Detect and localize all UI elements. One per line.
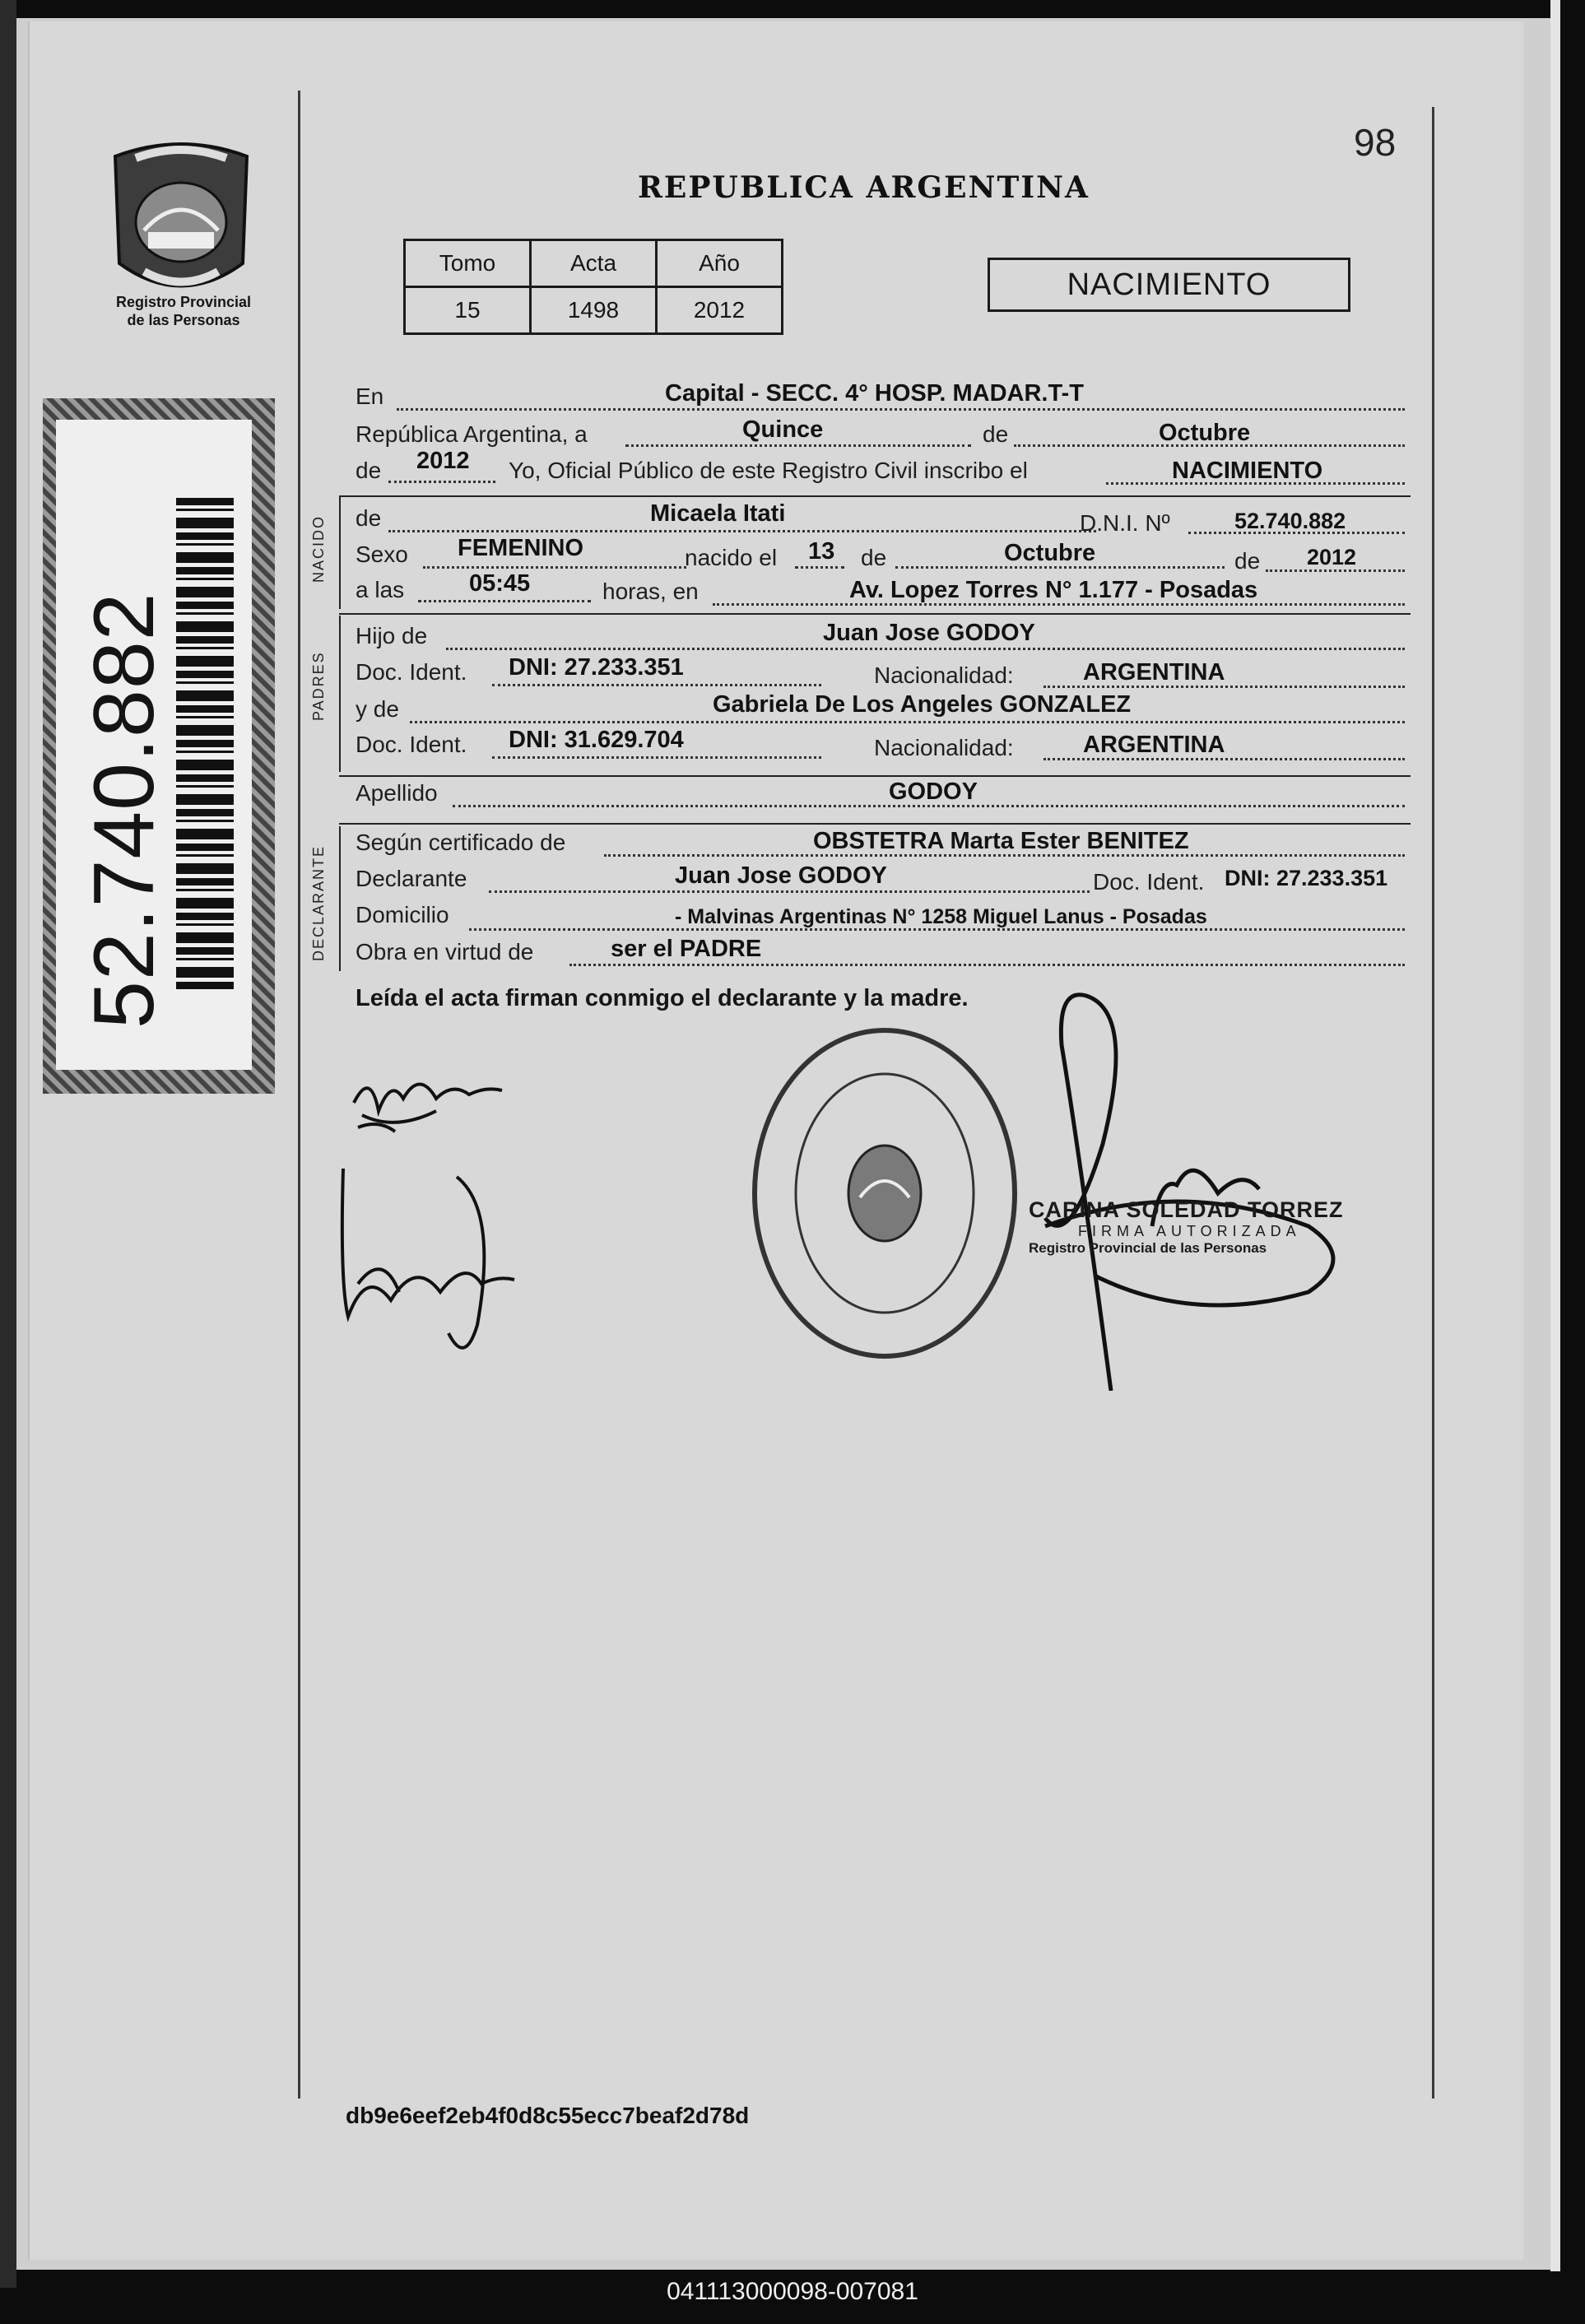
- label-certificado: Según certificado de: [356, 830, 566, 855]
- document-hash: db9e6eef2eb4f0d8c55ecc7beaf2d78d: [346, 2103, 750, 2128]
- value-declarante: Juan Jose GODOY: [675, 862, 887, 889]
- label-de: de: [983, 421, 1009, 447]
- officer-block: [1029, 1197, 1358, 1257]
- label-a-las: a las: [356, 577, 405, 602]
- label-nacionalidad: Nacionalidad:: [874, 735, 1014, 760]
- row-padre-doc: [356, 656, 1409, 689]
- value-madre-nac: ARGENTINA: [1083, 732, 1225, 758]
- value-month: Octubre: [1159, 420, 1251, 446]
- mother-signature-icon: [333, 1160, 531, 1374]
- dotted-line: [446, 648, 1405, 650]
- officer-office: Registro Provincial de las Personas: [1029, 1240, 1267, 1256]
- row-obra: [356, 936, 1409, 969]
- value-tomo: 15: [405, 287, 531, 334]
- label-nacionalidad: Nacionalidad:: [874, 662, 1014, 688]
- section-rule: [339, 613, 1411, 615]
- section-label-padres: PADRES: [310, 651, 327, 721]
- page-number: 98: [1354, 121, 1397, 164]
- value-hora: 05:45: [469, 570, 531, 597]
- row-padre: [356, 620, 1409, 653]
- officer-name: CARINA SOLEDAD TORREZ: [1029, 1197, 1344, 1222]
- label-doc-ident: Doc. Ident.: [356, 659, 467, 685]
- value-sexo: FEMENINO: [458, 535, 584, 561]
- barcode-bars-icon: [176, 498, 234, 992]
- declarant-signature-icon: [346, 1053, 527, 1152]
- value-inscribo: NACIMIENTO: [1172, 458, 1323, 484]
- dotted-line: [418, 600, 591, 602]
- label-nacido-el: nacido el: [685, 545, 778, 570]
- row-en: [356, 380, 1409, 413]
- document-type-box: NACIMIENTO: [988, 258, 1350, 312]
- label-declarante: Declarante: [356, 866, 467, 891]
- officer-signature-icon: [1012, 979, 1350, 1391]
- value-ano: 2012: [657, 287, 783, 334]
- page-title: REPUBLICA ARGENTINA: [638, 170, 1090, 205]
- label-horas-en: horas, en: [602, 579, 699, 604]
- label-sexo: Sexo: [356, 541, 408, 567]
- row-madre: [356, 691, 1409, 724]
- label-doc-ident: Doc. Ident.: [356, 732, 467, 757]
- frame-right-line: [1432, 107, 1434, 2099]
- section-rule: [339, 775, 1411, 777]
- section-rule: [339, 495, 1411, 497]
- section-label-declarante: DECLARANTE: [310, 844, 327, 961]
- frame-left-line: [298, 91, 300, 2099]
- label-en: En: [356, 383, 384, 409]
- row-oficial: [356, 448, 1409, 486]
- value-en: Capital - SECC. 4° HOSP. MADAR.T-T: [665, 380, 1084, 407]
- dotted-line: [569, 964, 1405, 966]
- header-tomo: Tomo: [405, 240, 531, 287]
- row-apellido: [356, 779, 1409, 811]
- nacido-bracket: [339, 495, 341, 609]
- dotted-line: [795, 566, 844, 569]
- value-nombre: Micaela Itati: [650, 500, 786, 527]
- dotted-line: [388, 481, 495, 483]
- label-oficial: Yo, Oficial Público de este Registro Civil inscribo el: [509, 458, 1028, 483]
- officer-title: FIRMA AUTORIZADA: [1078, 1223, 1301, 1239]
- value-domicilio: - Malvinas Argentinas N° 1258 Miguel Lanus - Posadas: [675, 905, 1207, 928]
- barcode-label: [56, 420, 252, 1070]
- scan-left-strip: [0, 0, 16, 2288]
- issuer-name: [97, 293, 270, 329]
- label-y-de: y de: [356, 696, 399, 722]
- label-de: de: [1234, 548, 1261, 574]
- row-domicilio: [356, 900, 1409, 933]
- value-mes: Octubre: [1004, 540, 1096, 566]
- header-acta: Acta: [531, 240, 657, 287]
- label-dni: D.N.I. Nº: [1080, 510, 1170, 536]
- issuer-name-line1: Registro Provincial: [115, 294, 252, 310]
- dotted-line: [489, 890, 1090, 893]
- row-fecha-inscripcion: [356, 416, 1409, 449]
- value-padre-doc: DNI: 27.233.351: [509, 654, 684, 681]
- footer-code: 041113000098-007081: [667, 2278, 918, 2305]
- closing-statement: Leída el acta firman conmigo el declarante y la madre.: [356, 985, 969, 1011]
- value-day: Quince: [742, 416, 824, 443]
- label-doc-ident: Doc. Ident.: [1093, 869, 1205, 895]
- value-padre-nac: ARGENTINA: [1083, 659, 1225, 686]
- dotted-line: [410, 721, 1405, 723]
- header-ano: Año: [657, 240, 783, 287]
- dotted-line: [423, 566, 686, 569]
- value-madre-doc: DNI: 31.629.704: [509, 727, 684, 753]
- row-sexo: [356, 535, 1409, 574]
- value-lugar: Av. Lopez Torres N° 1.177 - Posadas: [849, 577, 1258, 603]
- value-madre: Gabriela De Los Angeles GONZALEZ: [713, 691, 1132, 718]
- value-acta: 1498: [531, 287, 657, 334]
- value-dia: 13: [808, 538, 835, 565]
- value-declarante-doc: DNI: 27.233.351: [1225, 866, 1388, 890]
- register-reference-table: [403, 239, 783, 335]
- value-year: 2012: [416, 448, 470, 474]
- barcode-panel: [43, 398, 275, 1094]
- label-domicilio: Domicilio: [356, 902, 449, 927]
- value-dni: 52.740.882: [1234, 509, 1346, 533]
- dotted-line: [388, 530, 1096, 532]
- label-de: de: [356, 505, 382, 531]
- value-padre: Juan Jose GODOY: [823, 620, 1035, 646]
- label-hijo-de: Hijo de: [356, 623, 428, 648]
- value-obra: ser el PADRE: [611, 936, 762, 962]
- official-stamp-icon: [745, 1020, 1025, 1366]
- issuer-name-line2: de las Personas: [127, 312, 240, 328]
- scan-right-edge: [1550, 0, 1560, 2271]
- section-rule: [339, 823, 1411, 825]
- dotted-line: [492, 684, 821, 686]
- padres-bracket: [339, 616, 341, 772]
- value-certificado: OBSTETRA Marta Ester BENITEZ: [813, 828, 1189, 854]
- dotted-line: [492, 756, 821, 759]
- value-apellido: GODOY: [889, 779, 978, 805]
- section-label-nacido: NACIDO: [310, 514, 327, 583]
- row-madre-doc: [356, 728, 1409, 761]
- label-obra: Obra en virtud de: [356, 939, 534, 964]
- label-de: de: [861, 545, 887, 570]
- declarante-bracket: [339, 826, 341, 971]
- row-declarante: [356, 864, 1409, 897]
- row-hora-lugar: [356, 570, 1409, 607]
- value-anio: 2012: [1307, 545, 1357, 569]
- dotted-line: [625, 444, 971, 447]
- barcode-number: 52.740.882: [77, 592, 172, 1029]
- dotted-line: [397, 408, 1405, 411]
- row-nombre: [356, 500, 1409, 536]
- label-de: de: [356, 458, 382, 483]
- label-republica: República Argentina, a: [356, 421, 588, 447]
- label-apellido: Apellido: [356, 780, 438, 806]
- row-certificado: [356, 828, 1409, 861]
